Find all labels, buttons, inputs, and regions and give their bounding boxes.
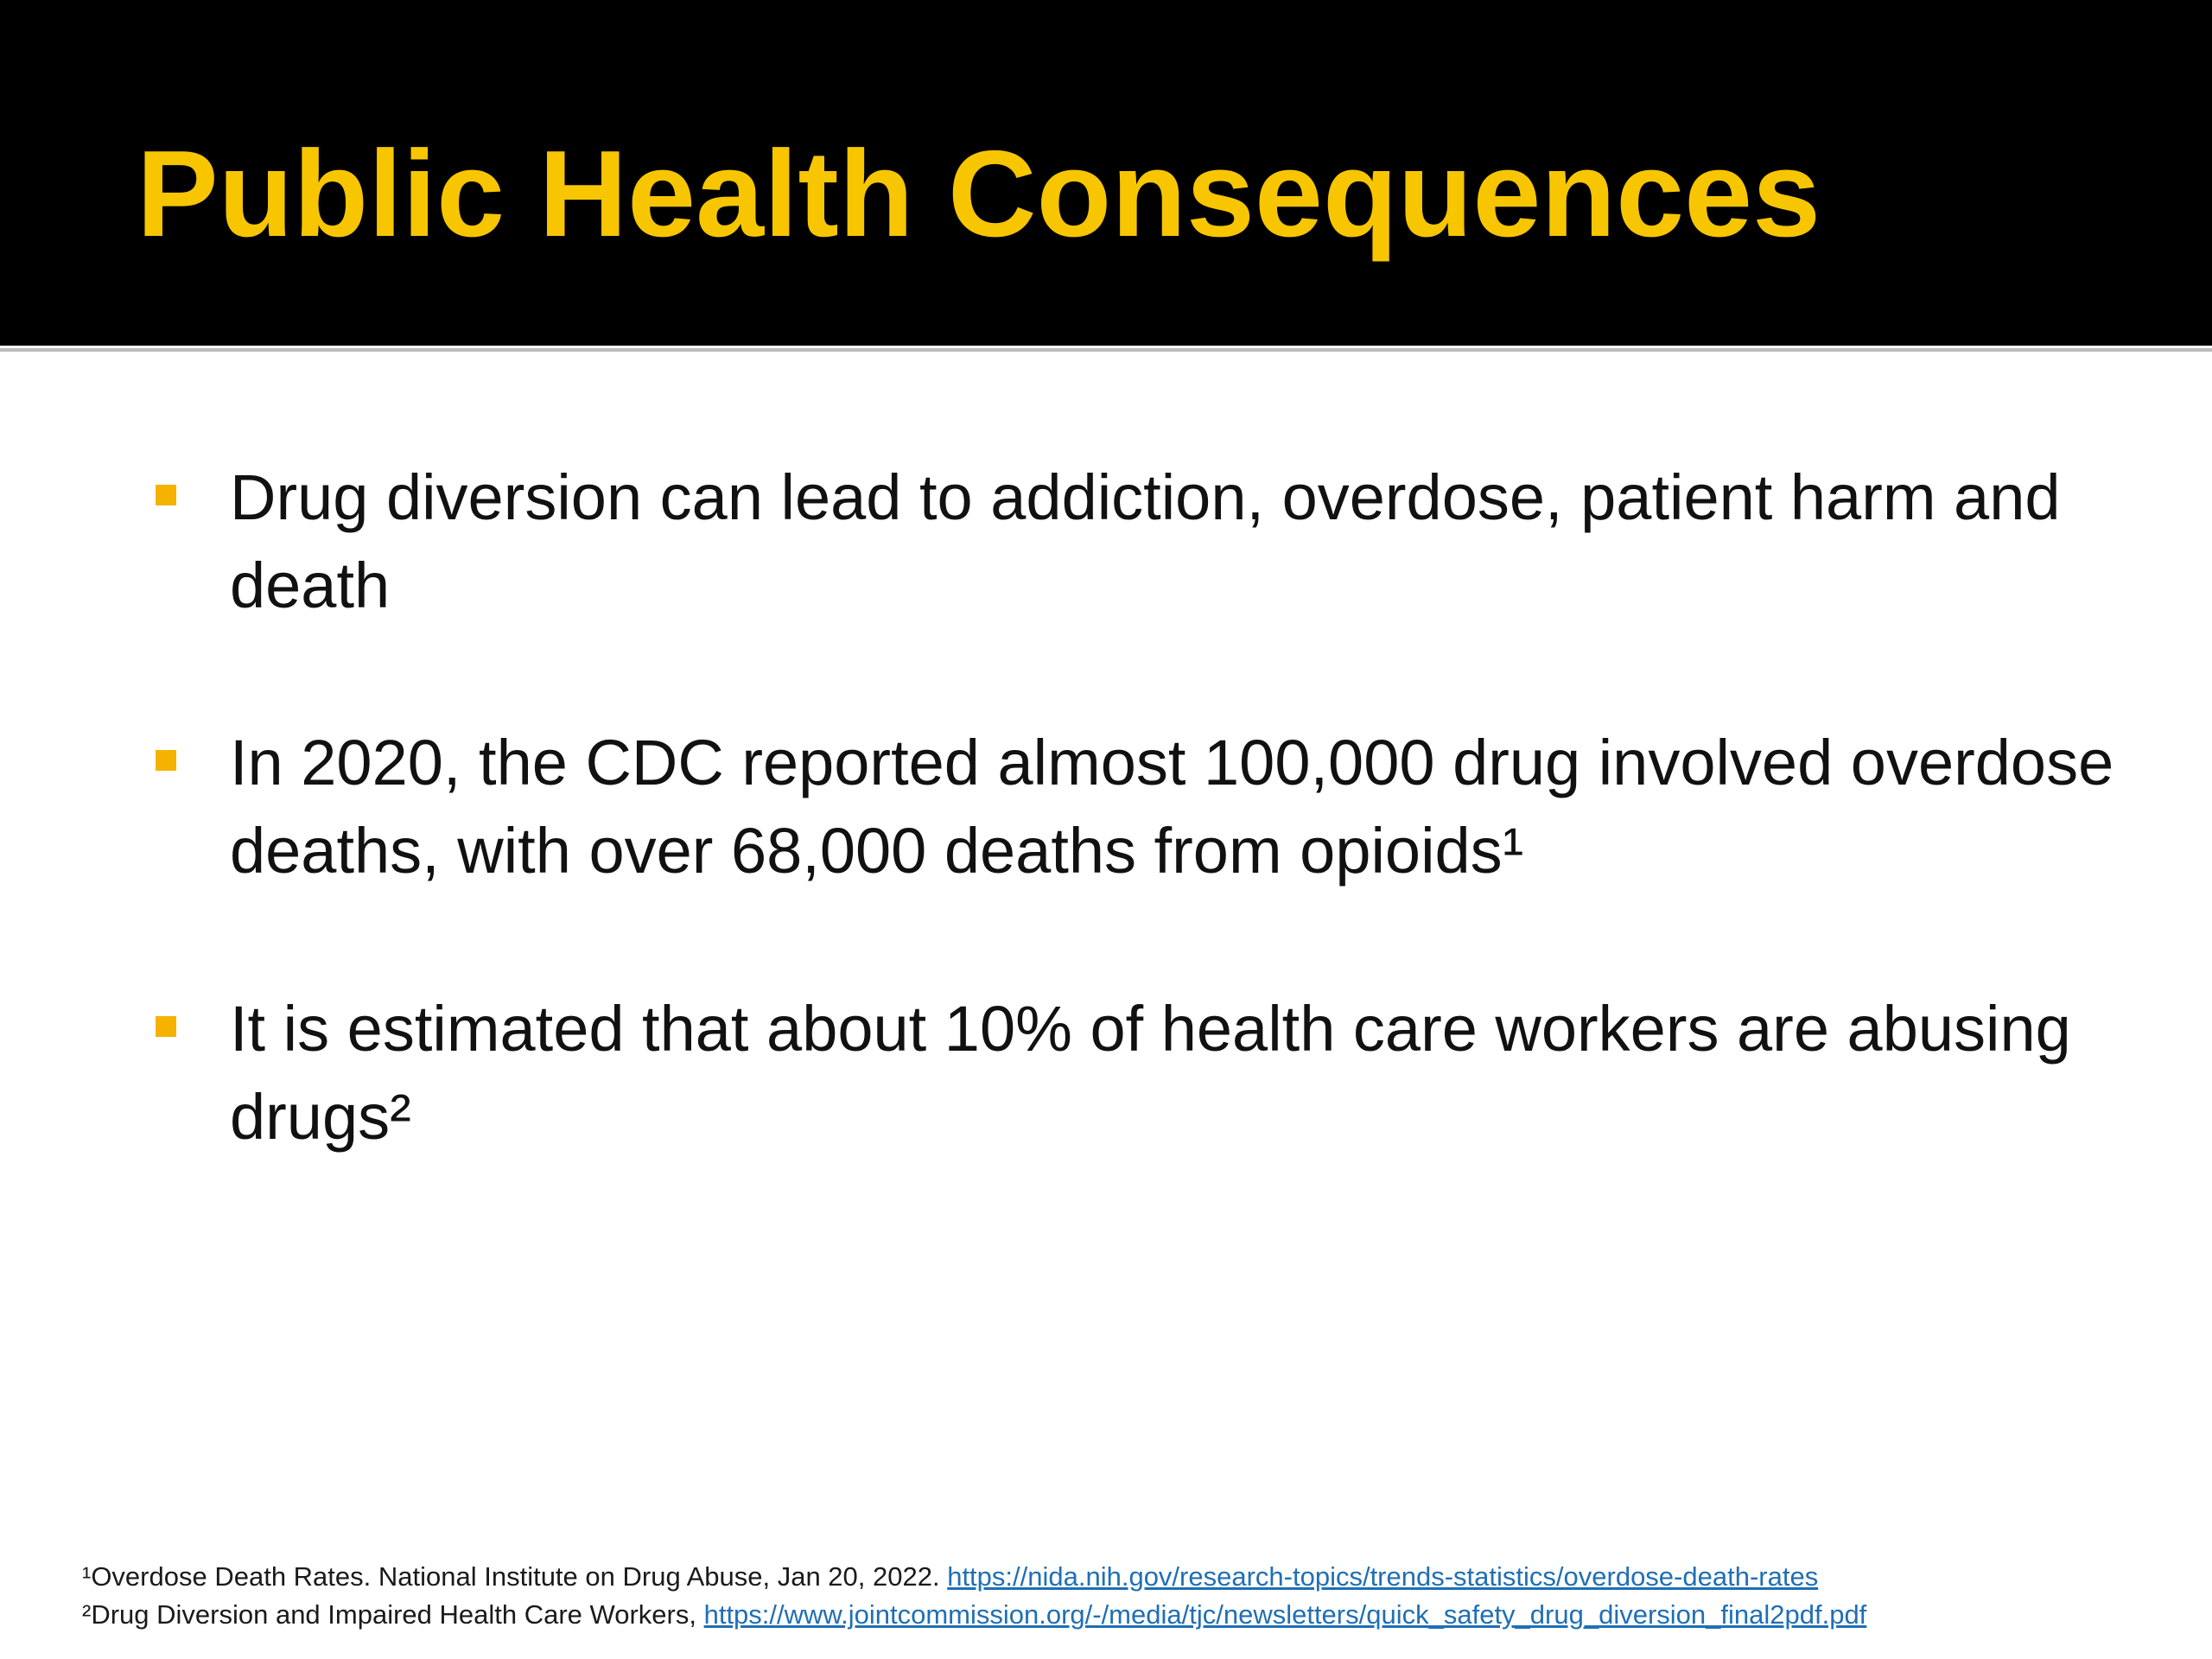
slide-title: Public Health Consequences [137, 125, 1821, 263]
footnote-2 [82, 1596, 2173, 1634]
square-bullet-icon [156, 750, 176, 771]
bullet-text: It is estimated that about 10% of health care workers are abusing drugs² [230, 993, 2071, 1153]
footnote-link[interactable]: https://www.jointcommission.org/-/media/tjc/newsletters/quick_safety_drug_diversion_final2pdf.pdf [703, 1599, 1867, 1630]
bullet-text: In 2020, the CDC reported almost 100,000 drug involved overdose deaths, with over 68,000 deaths from opioids¹ [230, 727, 2114, 887]
footnote-text: ²Drug Diversion and Impaired Health Care Workers, [82, 1599, 704, 1630]
footnote-text: ¹Overdose Death Rates. National Institute on Drug Abuse, Jan 20, 2022. [82, 1561, 948, 1592]
footnote-1 [82, 1558, 2173, 1596]
footnotes [82, 1558, 2173, 1634]
bullet-text: Drug diversion can lead to addiction, overdose, patient harm and death [230, 461, 2061, 621]
square-bullet-icon [156, 1016, 176, 1037]
title-bar [0, 0, 2212, 346]
footnote-link[interactable]: https://nida.nih.gov/research-topics/trends-statistics/overdose-death-rates [947, 1561, 1819, 1592]
title-divider [0, 346, 2212, 354]
square-bullet-icon [156, 485, 176, 505]
